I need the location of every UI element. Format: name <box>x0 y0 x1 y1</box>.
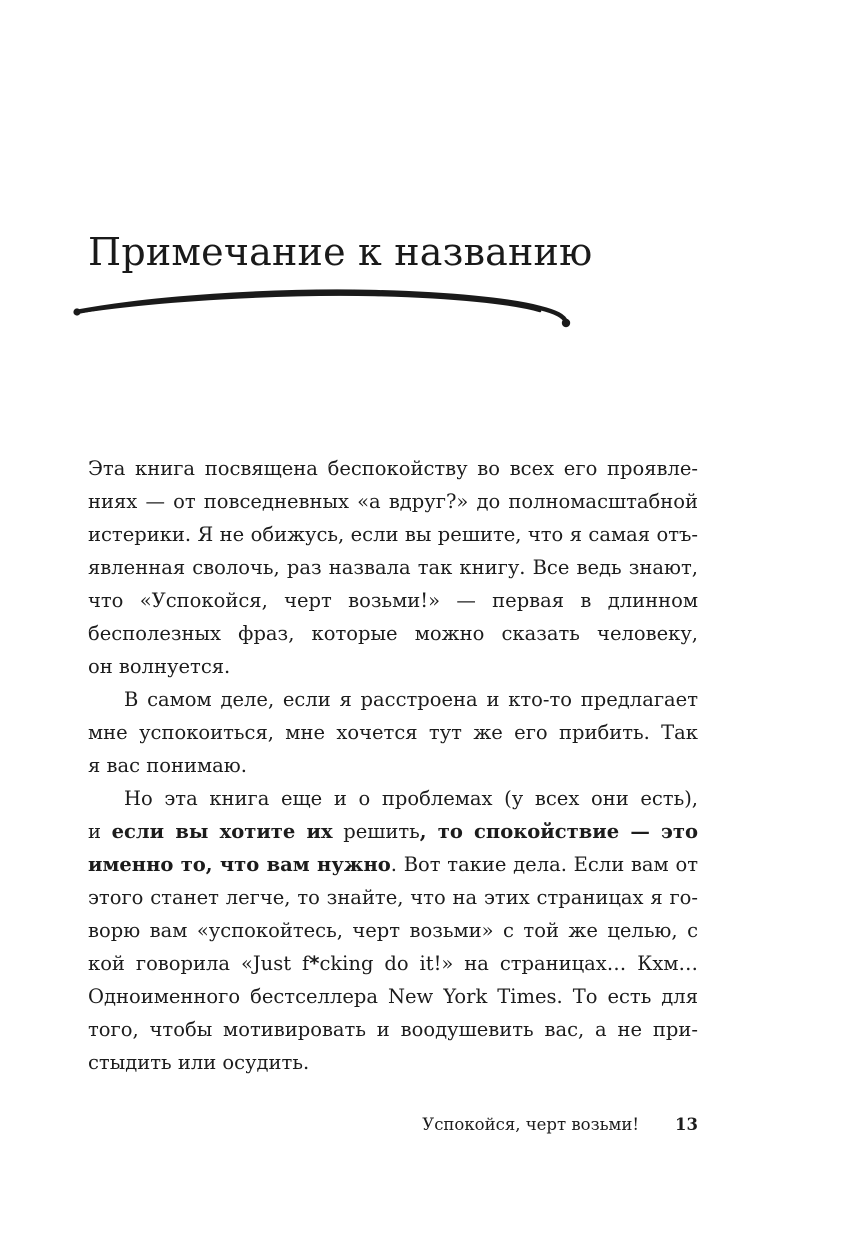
paragraph-1 <box>88 452 698 683</box>
paragraph-2 <box>88 683 698 782</box>
bold-text-run: , то спокойствие — это <box>419 820 698 843</box>
asterisk-glyph: * <box>309 952 320 975</box>
text-line <box>88 848 698 881</box>
text-line: явленная сволочь, раз назвала так книгу. Все ведь знают, <box>88 556 698 579</box>
text-line: Но эта книга еще и о проблемах (у всех они есть), <box>124 787 698 810</box>
body-text <box>88 452 698 1079</box>
text-line: того, чтобы мотивировать и воодушевить вас, а не при- <box>88 1018 698 1041</box>
text-line: стыдить или осудить. <box>88 1051 310 1074</box>
text-line: что «Успокойся, черт возьми!» — первая в длинном <box>88 589 698 612</box>
bold-text-run: если вы хотите их <box>111 820 333 843</box>
text-line: Эта книга посвящена беспокойству во всех его проявле- <box>88 457 698 480</box>
title-underline-brushstroke <box>70 282 580 338</box>
text-run: . Вот такие дела. Если вам от <box>390 853 698 876</box>
text-run: решить <box>332 820 420 843</box>
text-run: и <box>88 820 112 843</box>
running-footer <box>380 1110 698 1140</box>
text-line: он волнуется. <box>88 655 231 678</box>
text-line: В самом деле, если я расстроена и кто-то предлагает <box>124 688 698 711</box>
text-run: кой говорила «Just f <box>88 952 310 975</box>
text-line: истерики. Я не обижусь, если вы решите, что я самая отъ- <box>88 523 698 546</box>
text-line: мне успокоиться, мне хочется тут же его прибить. Так <box>88 721 698 744</box>
text-line: Одноименного бестселлера New York Times. То есть для <box>88 985 698 1008</box>
text-line: ворю вам «успокойтесь, черт возьми» с той же целью, с <box>88 919 698 942</box>
page-number: 13 <box>675 1115 698 1134</box>
text-line: этого станет легче, то знайте, что на этих страницах я го- <box>88 886 698 909</box>
text-line <box>88 815 698 848</box>
text-line <box>88 947 698 980</box>
text-line: ниях — от повседневных «а вдруг?» до полномасштабной <box>88 490 698 513</box>
bold-text-run: именно то, что вам нужно <box>88 853 391 876</box>
paragraph-3 <box>88 782 698 1079</box>
text-line: бесполезных фраз, которые можно сказать человеку, <box>88 622 698 645</box>
text-run: cking do it!» на страницах… Кхм… <box>319 952 698 975</box>
running-title: Успокойся, черт возьми! <box>422 1115 640 1134</box>
text-line: я вас понимаю. <box>88 754 247 777</box>
chapter-title: Примечание к названию <box>88 230 593 274</box>
